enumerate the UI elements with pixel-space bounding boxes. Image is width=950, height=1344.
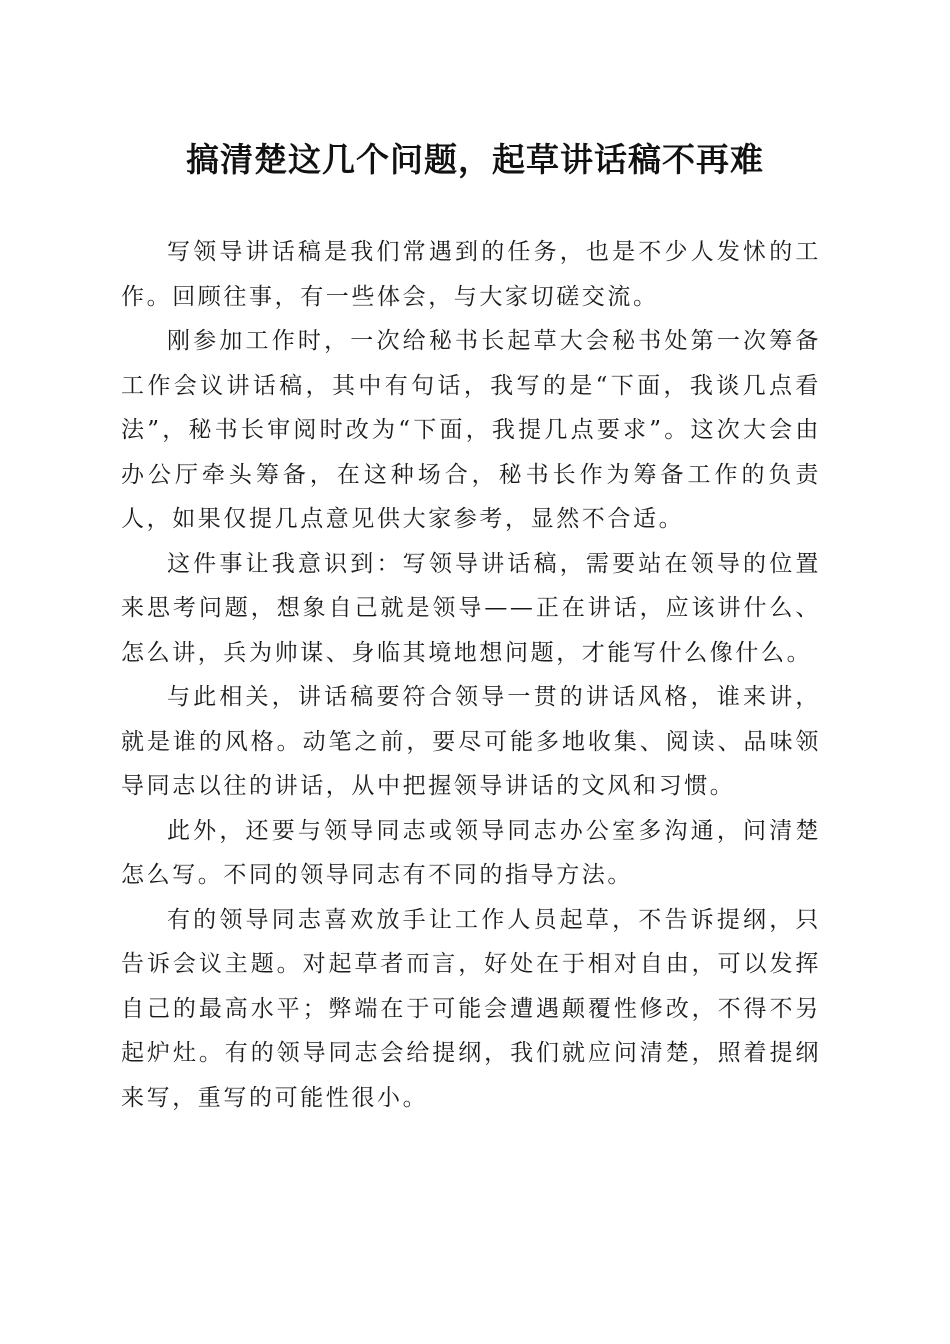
document-title: 搞清楚这几个问题，起草讲话稿不再难 bbox=[186, 140, 764, 179]
paragraph-6: 有的领导同志喜欢放手让工作人员起草，不告诉提纲，只告诉会议主题。对起草者而言，好处在于相对自由，可以发挥自己的最高水平；弊端在于可能会遭遇颠覆性修改，不得不另起炉灶。有的领导同志会给提纲，我们就应问清楚，照着提纲来写，重写的可能性很小。 bbox=[121, 906, 821, 1111]
paragraph-5: 此外，还要与领导同志或领导同志办公室多沟通，问清楚怎么写。不同的领导同志有不同的指导方法。 bbox=[121, 817, 821, 888]
document-body bbox=[121, 230, 821, 1120]
paragraph-2: 刚参加工作时，一次给秘书长起草大会秘书处第一次筹备工作会议讲话稿，其中有句话，我写的是“下面，我谈几点看法”，秘书长审阅时改为“下面，我提几点要求”。这次大会由办公厅牵头筹备，在这种场合，秘书长作为筹备工作的负责人，如果仅提几点意见供大家参考，显然不合适。 bbox=[121, 328, 821, 532]
paragraph-1: 写领导讲话稿是我们常遇到的任务，也是不少人发怵的工作。回顾往事，有一些体会，与大家切磋交流。 bbox=[121, 239, 821, 310]
paragraph-4: 与此相关，讲话稿要符合领导一贯的讲话风格，谁来讲，就是谁的风格。动笔之前，要尽可能多地收集、阅读、品味领导同志以往的讲话，从中把握领导讲话的文风和习惯。 bbox=[121, 684, 821, 799]
paragraph-3: 这件事让我意识到：写领导讲话稿，需要站在领导的位置来思考问题，想象自己就是领导——正在讲话，应该讲什么、怎么讲，兵为帅谋、身临其境地想问题，才能写什么像什么。 bbox=[121, 550, 821, 666]
